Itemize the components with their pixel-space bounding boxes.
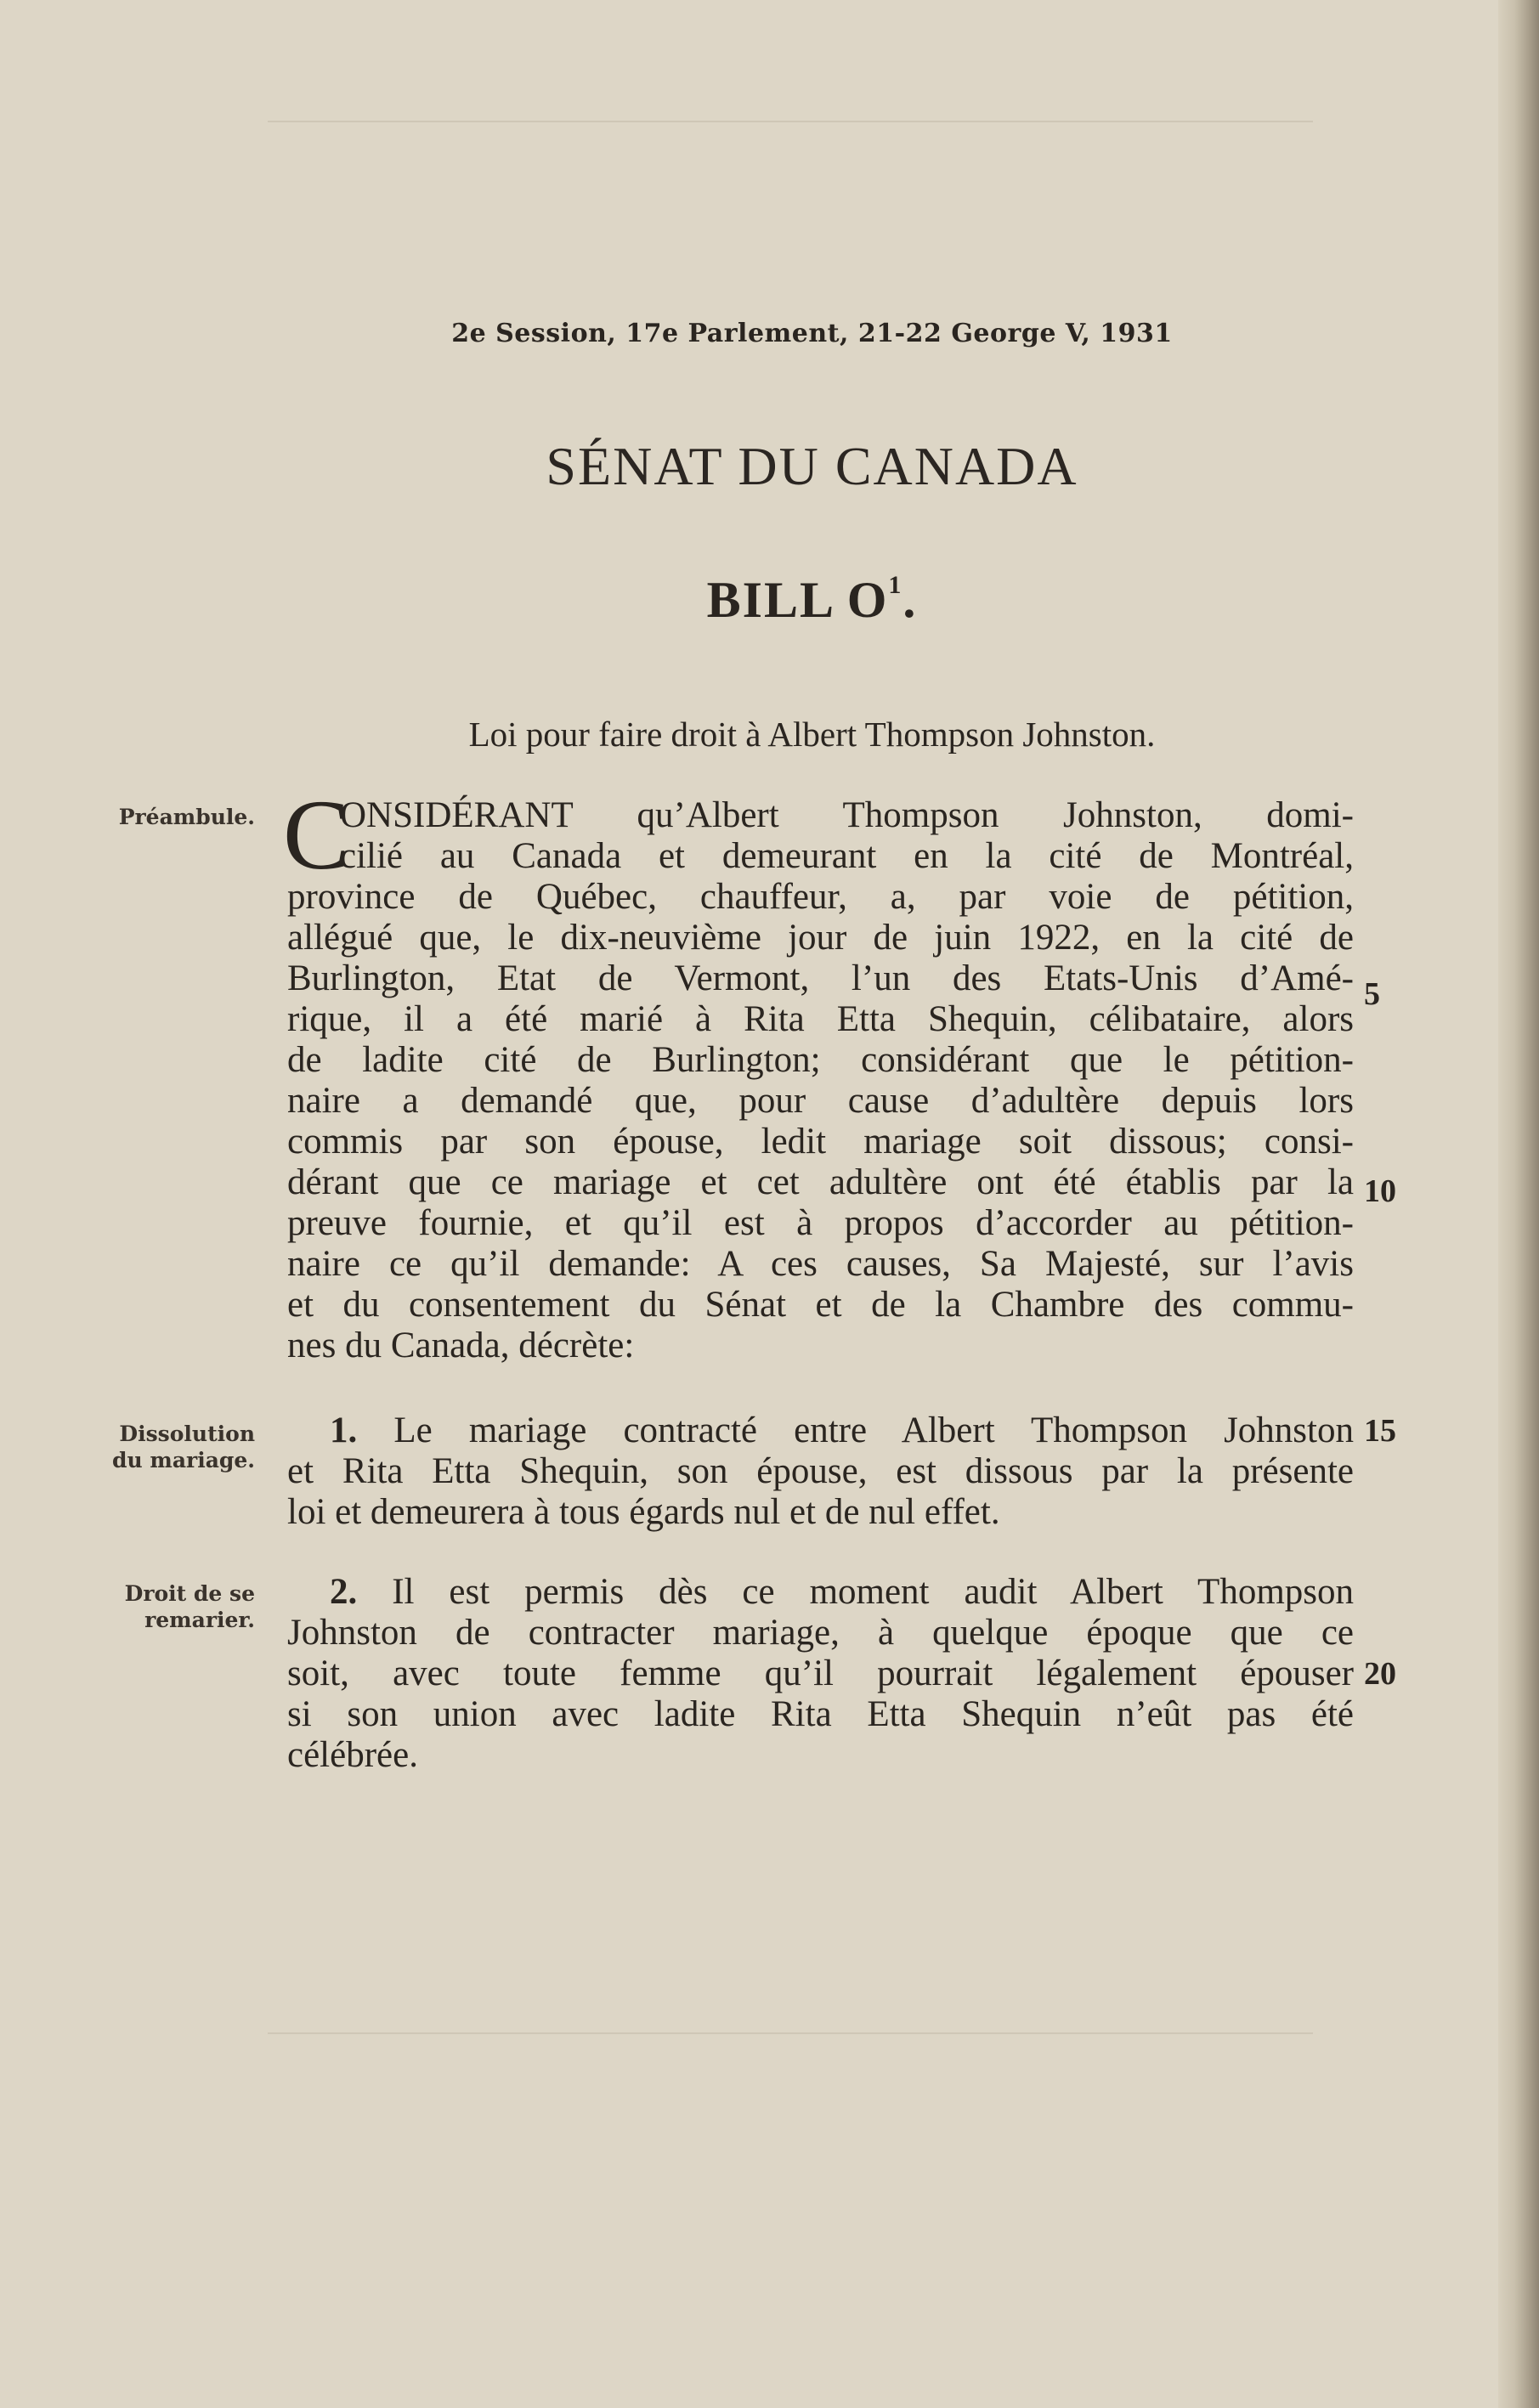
preamble-line: allégué que, le dix-neuvième jour de juin 1922, en la cité de bbox=[287, 918, 1354, 958]
section2-line-text: Il est permis dès ce moment audit Albert Thompson bbox=[357, 1572, 1354, 1612]
preamble-line: ONSIDÉRANT qu’Albert Thompson Johnston, domi- bbox=[340, 795, 1354, 835]
section2-line: célébrée. bbox=[287, 1735, 418, 1775]
bottom-rule bbox=[268, 2032, 1313, 2034]
section1-line: et Rita Etta Shequin, son épouse, est dissous par la présente bbox=[287, 1451, 1354, 1491]
preamble-drop-cap: C bbox=[283, 779, 350, 890]
section2-number: 2. bbox=[330, 1572, 358, 1612]
senate-title: SÉNAT DU CANADA bbox=[546, 436, 1078, 496]
line-number-10: 10 bbox=[1364, 1173, 1396, 1209]
margin-note-dissolution-line1: Dissolution bbox=[119, 1422, 255, 1446]
preamble-line: cilié au Canada et demeurant en la cité de Montréal, bbox=[340, 836, 1354, 876]
session-header: 2e Session, 17e Parlement, 21-22 George V, 1931 bbox=[451, 319, 1173, 348]
line-number-20: 20 bbox=[1364, 1656, 1396, 1692]
section2-line: si son union avec ladite Rita Etta Shequin n’eût pas été bbox=[287, 1694, 1354, 1734]
preamble-line: preuve fournie, et qu’il est à propos d’accorder au pétition- bbox=[287, 1203, 1354, 1243]
section2-line: Johnston de contracter mariage, à quelque époque que ce bbox=[287, 1613, 1354, 1653]
margin-note-preamble: Préambule. bbox=[118, 805, 255, 829]
section1-line: loi et demeurera à tous égards nul et de nul effet. bbox=[287, 1492, 1000, 1532]
preamble-line: rique, il a été marié à Rita Etta Shequin, célibataire, alors bbox=[287, 999, 1354, 1039]
bill-title-superscript: 1 bbox=[888, 571, 903, 599]
preamble-line: province de Québec, chauffeur, a, par voie de pétition, bbox=[287, 877, 1354, 917]
section1-line-text: Le mariage contracté entre Albert Thompson Johnston bbox=[357, 1410, 1354, 1450]
margin-note-dissolution-line2: du mariage. bbox=[112, 1448, 255, 1472]
line-number-15: 15 bbox=[1364, 1413, 1396, 1449]
preamble-line: commis par son épouse, ledit mariage soit dissous; consi- bbox=[287, 1122, 1354, 1162]
preamble-line: naire a demandé que, pour cause d’adultère depuis lors bbox=[287, 1081, 1354, 1121]
page-edge-shadow bbox=[1498, 0, 1539, 2408]
preamble-line: de ladite cité de Burlington; considérant que le pétition- bbox=[287, 1040, 1354, 1080]
line-number-5: 5 bbox=[1364, 976, 1380, 1012]
margin-note-remarry-line2: remarier. bbox=[144, 1608, 255, 1632]
bill-title-main: BILL O bbox=[706, 572, 889, 628]
section1-first-line bbox=[330, 1410, 1354, 1451]
bill-title bbox=[0, 571, 1539, 630]
top-rule bbox=[268, 121, 1313, 122]
section2-line: soit, avec toute femme qu’il pourrait légalement épouser bbox=[287, 1653, 1354, 1693]
preamble-line: naire ce qu’il demande: A ces causes, Sa Majesté, sur l’avis bbox=[287, 1244, 1354, 1284]
preamble-line: nes du Canada, décrète: bbox=[287, 1326, 635, 1365]
margin-note-remarry-line1: Droit de se bbox=[124, 1581, 255, 1606]
bill-subtitle: Loi pour faire droit à Albert Thompson Johnston. bbox=[468, 715, 1156, 754]
preamble-line: dérant que ce mariage et cet adultère ont été établis par la bbox=[287, 1162, 1354, 1202]
preamble-line: Burlington, Etat de Vermont, l’un des Etats-Unis d’Amé- bbox=[287, 958, 1354, 998]
section2-first-line bbox=[330, 1572, 1354, 1613]
preamble-line: et du consentement du Sénat et de la Chambre des commu- bbox=[287, 1285, 1354, 1325]
section1-number: 1. bbox=[330, 1410, 358, 1450]
bill-title-period: . bbox=[902, 572, 918, 628]
